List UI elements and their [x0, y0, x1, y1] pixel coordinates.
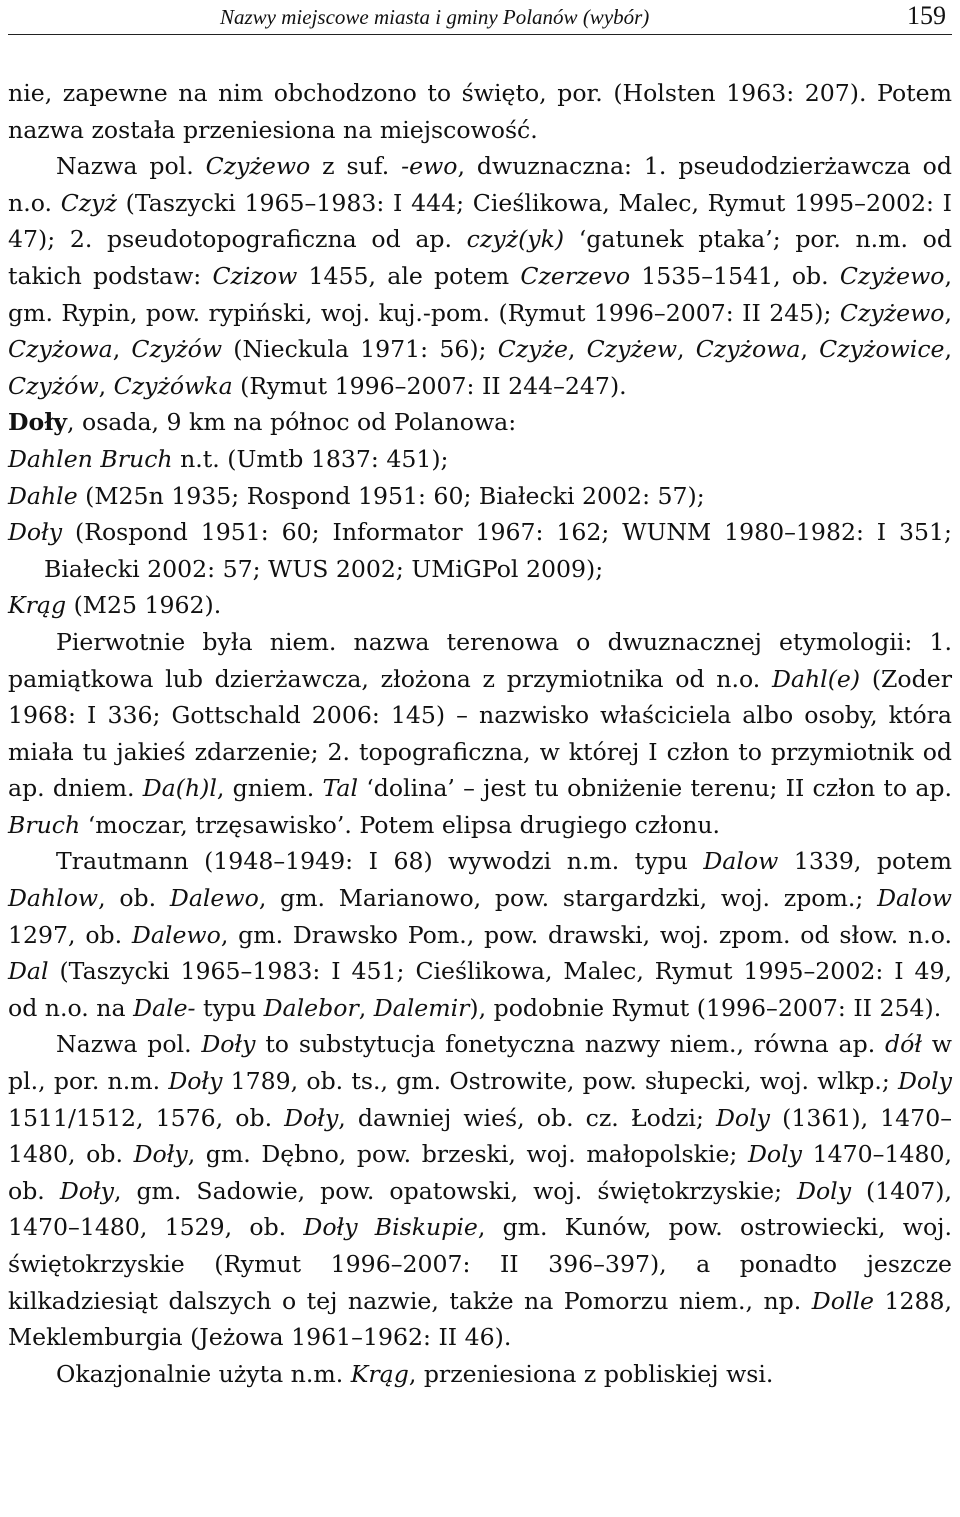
text-run: (Nieckula 1971: 56);: [222, 335, 498, 364]
text-run: , gm. Dębno, pow. brzeski, woj. małopolskie;: [187, 1140, 748, 1169]
paragraph: [8, 441, 952, 478]
text-run: ,: [98, 371, 114, 400]
text-run: ‘moczar, trzęsawisko’. Potem elipsa drugiego członu.: [80, 810, 721, 839]
italic-term: Czyżów: [8, 371, 99, 400]
text-run: typu: [195, 993, 264, 1022]
paragraph: [8, 478, 952, 515]
paragraph: [8, 75, 952, 148]
text-run: (Rymut 1996–2007: II 244–247).: [232, 371, 627, 400]
italic-term: Da(h)l: [142, 774, 217, 803]
text-run: Trautmann (1948–1949: I 68) wywodzi n.m. typu: [56, 847, 704, 876]
text-run: 1470–1480, ob.: [8, 1140, 952, 1205]
text-run: , dawniej wieś, ob. cz. Łodzi;: [338, 1103, 717, 1132]
italic-term: Dahle: [8, 481, 78, 510]
italic-term: Czizow: [212, 261, 298, 290]
text-run: (Rospond 1951: 60; Informator 1967: 162; WUNM 1980–1982: I 351; Białecki 2002: 57; WUS 2002; UMiGPol 2009);: [44, 518, 952, 583]
text-run: (M25n 1935; Rospond 1951: 60; Białecki 2002: 57);: [77, 481, 705, 510]
paragraph: [8, 624, 952, 844]
italic-term: Doły: [284, 1103, 339, 1132]
paragraph: [8, 148, 952, 404]
italic-term: Czyżówka: [113, 371, 233, 400]
paragraph: [8, 1356, 952, 1393]
text-run: 1511/1512, 1576, ob.: [8, 1103, 285, 1132]
text-run: (1361), 1470–1480, ob.: [8, 1103, 952, 1169]
italic-term: Dal: [8, 957, 49, 986]
entry-headword: Doły: [8, 408, 67, 437]
italic-term: Czyżowa: [695, 335, 801, 364]
text-run: n.t. (Umtb 1837: 451);: [172, 444, 449, 473]
running-title: Nazwy miejscowe miasta i gminy Polanów (wybór): [220, 5, 650, 29]
italic-term: Dale-: [133, 993, 196, 1022]
text-run: (Taszycki 1965–1983: I 444; Cieślikowa, Malec, Rymut 1995–2002: I 47); 2. pseudotopograficzna od ap.: [8, 188, 952, 254]
text-run: 1339, potem: [778, 847, 953, 876]
italic-term: Doly: [797, 1176, 852, 1205]
text-run: ,: [800, 335, 820, 364]
italic-term: Dalemir: [373, 993, 470, 1022]
italic-term: -ewo: [401, 152, 458, 181]
italic-term: Czyżewo: [205, 152, 311, 181]
text-run: Okazjonalnie użyta n.m.: [56, 1359, 351, 1388]
italic-term: Czyżowice: [819, 335, 945, 364]
italic-term: Czyżewo: [839, 298, 945, 327]
italic-term: Krąg: [8, 591, 67, 620]
text-run: 1288, Meklemburgia (Jeżowa 1961–1962: II 46).: [8, 1286, 953, 1352]
text-run: 1455, ale potem: [297, 261, 521, 290]
italic-term: Dalewo: [169, 884, 259, 913]
text-run: (M25 1962).: [66, 591, 222, 620]
text-run: , gm. Kunów, pow. ostrowiecki, woj. świętokrzyskie (Rymut 1996–2007: II 396–397), a ponadto jeszcze kilkadziesiąt dalszych o tej nazwie, także na Pomorzu niem., np.: [8, 1213, 952, 1315]
text-run: , dwuznaczna: 1. pseudodzierżawcza od n.o.: [8, 152, 952, 217]
italic-term: Doły: [59, 1176, 114, 1205]
paragraph: [8, 404, 952, 441]
text-run: ,: [567, 335, 587, 364]
text-run: Pierwotnie była niem. nazwa terenowa o dwuznacznej etymologii: 1. pamiątkowa lub dzierżawcza, złożona z przymiotnika od n.o.: [8, 627, 952, 693]
text-run: , osada, 9 km na północ od Polanowa:: [66, 408, 517, 437]
text-run: (1407), 1470–1480, 1529, ob.: [8, 1176, 952, 1242]
text-run: Nazwa pol.: [56, 152, 206, 181]
italic-term: Dalewo: [131, 920, 221, 949]
text-run: 1297, ob.: [8, 920, 132, 949]
text-run: 1535–1541, ob.: [630, 261, 840, 290]
paragraph: [8, 587, 952, 624]
text-run: ), podobnie Rymut (1996–2007: II 254).: [469, 993, 942, 1022]
italic-term: Doły: [168, 1067, 223, 1096]
text-run: 1789, ob. ts., gm. Ostrowite, pow. słupecki, woj. wlkp.;: [222, 1067, 898, 1096]
italic-term: Czyże: [497, 335, 568, 364]
text-run: ,: [944, 298, 952, 327]
document-page: [8, 0, 953, 1388]
italic-term: Czyżów: [131, 335, 223, 364]
italic-term: Dahlen Bruch: [8, 444, 173, 473]
text-run: w pl., por. n.m.: [8, 1030, 952, 1096]
italic-term: Bruch: [8, 810, 81, 839]
italic-term: Doły: [133, 1140, 188, 1169]
italic-term: Dalow: [877, 884, 953, 913]
text-run: ,: [358, 993, 374, 1022]
italic-term: Doły: [201, 1030, 256, 1059]
italic-term: Tal: [322, 774, 359, 803]
text-run: , przeniesiona z pobliskiej wsi.: [408, 1359, 774, 1388]
italic-term: Czyżew: [586, 335, 678, 364]
italic-term: Doły: [8, 518, 63, 547]
italic-term: Dolle: [811, 1286, 874, 1315]
italic-term: Doły Biskupie: [303, 1213, 478, 1242]
italic-term: Czyżewo: [839, 261, 945, 290]
paragraph: [8, 1026, 952, 1355]
italic-term: Doly: [747, 1140, 802, 1169]
paragraph: [8, 843, 952, 1026]
text-run: ‘gatunek ptaka’; por. n.m. od takich podstaw:: [8, 225, 952, 290]
text-run: ,: [677, 335, 696, 364]
text-run: , gm. Sadowie, pow. opatowski, woj. świętokrzyskie;: [113, 1176, 798, 1205]
italic-term: Dahlow: [8, 884, 99, 913]
text-run: Nazwa pol.: [56, 1030, 202, 1059]
document-body: [8, 75, 952, 1392]
page-number: 159: [907, 1, 946, 30]
text-run: , ob.: [98, 884, 170, 913]
text-run: ‘dolina’ – jest tu obniżenie terenu; II człon to ap.: [358, 774, 952, 803]
paragraph: [8, 514, 952, 587]
text-run: , gm. Marianowo, pow. stargardzki, woj. zpom.;: [258, 884, 878, 913]
text-run: ,: [112, 335, 132, 364]
italic-term: Krąg: [350, 1359, 409, 1388]
text-run: nie, zapewne na nim obchodzono to święto, por. (Holsten 1963: 207). Potem nazwa została przeniesiona na miejscowość.: [8, 79, 952, 144]
text-run: z suf.: [310, 152, 402, 181]
text-run: ,: [944, 335, 953, 364]
italic-term: Dahl(e): [772, 664, 861, 693]
italic-term: Czyżowa: [8, 335, 113, 364]
italic-term: Czerzevo: [520, 261, 631, 290]
text-run: (Zoder 1968: I 336; Gottschald 2006: 145) – nazwisko właściciela albo osoby, która miała tu jakieś zdarzenie; 2. topograficzna, w której I człon to przymiotnik od ap. dniem.: [8, 664, 952, 803]
text-run: , gm. Rypin, pow. rypiński, woj. kuj.-pom. (Rymut 1996–2007: II 245);: [8, 261, 952, 327]
text-run: (Taszycki 1965–1983: I 451; Cieślikowa, Malec, Rymut 1995–2002: I 49, od n.o. na: [8, 957, 952, 1022]
italic-term: Dalebor: [263, 993, 359, 1022]
text-run: to substytucja fonetyczna nazwy niem., równa ap.: [255, 1030, 886, 1059]
italic-term: Dalow: [703, 847, 779, 876]
text-run: , gniem.: [216, 774, 323, 803]
italic-term: Doly: [898, 1067, 952, 1096]
italic-term: Czyż: [60, 188, 117, 217]
italic-term: Doly: [716, 1103, 771, 1132]
text-run: , gm. Drawsko Pom., pow. drawski, woj. zpom. od słow. n.o.: [220, 920, 952, 949]
italic-term: czyż(yk): [466, 225, 565, 254]
italic-term: dół: [885, 1030, 922, 1059]
page-header: [8, 0, 952, 35]
